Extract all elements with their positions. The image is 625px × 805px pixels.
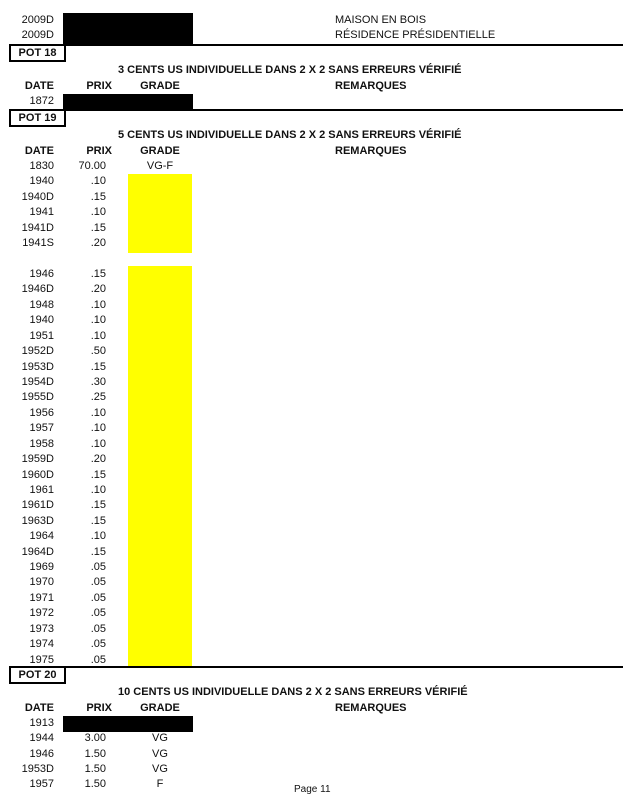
pot-label: POT 20	[9, 666, 66, 684]
header-date: DATE	[24, 80, 54, 92]
date-cell: 1940D	[21, 190, 54, 203]
date-cell: 1957	[29, 422, 54, 435]
date-cell: 1958	[29, 437, 54, 450]
redaction-block	[63, 94, 193, 109]
date-cell: 1964D	[21, 545, 54, 558]
date-cell: 1973	[29, 622, 54, 635]
grade-cell: VG	[152, 747, 168, 760]
date-cell: 1941	[29, 206, 54, 219]
page-number: Page 11	[294, 784, 331, 795]
date-cell: 1961D	[21, 499, 54, 512]
prix-cell: .20	[90, 453, 106, 465]
section-divider	[10, 44, 623, 46]
prix-cell: .15	[90, 499, 106, 512]
date-cell: 1960D	[21, 468, 54, 481]
date-cell: 1956	[29, 406, 54, 419]
header-prix: PRIX	[86, 80, 112, 92]
prix-cell: .15	[90, 545, 106, 558]
prix-cell: .15	[90, 268, 106, 280]
prix-cell: .10	[90, 329, 106, 342]
date-cell: 1913	[29, 717, 54, 729]
prix-cell: .05	[90, 591, 106, 604]
prix-cell: 70.00	[78, 160, 106, 172]
prix-cell: .05	[90, 653, 106, 666]
date-cell: 1961	[29, 483, 54, 496]
date-cell: 1941D	[21, 221, 54, 234]
prix-cell: .15	[90, 514, 106, 527]
prix-cell: .20	[90, 283, 106, 296]
grade-cell: VG-F	[146, 160, 174, 172]
prix-cell: .10	[90, 406, 106, 419]
prix-cell: .15	[90, 221, 106, 234]
date-cell: 1944	[29, 732, 54, 745]
header-remarks: REMARQUES	[335, 145, 407, 157]
date-cell: 1963D	[21, 514, 54, 527]
highlight-block	[128, 174, 192, 253]
date-cell: 1970	[29, 576, 54, 589]
prix-cell: .05	[90, 638, 106, 651]
remark-cell: MAISON EN BOIS	[335, 14, 427, 26]
date-cell: 2009D	[21, 14, 54, 26]
remark-cell: RÉSIDENCE PRÉSIDENTIELLE	[335, 29, 496, 41]
grade-cell: F	[156, 778, 164, 791]
pot-label: POT 18	[9, 44, 66, 62]
date-cell: 1969	[29, 561, 54, 573]
prix-cell: .05	[90, 622, 106, 635]
prix-cell: .05	[90, 607, 106, 620]
header-date: DATE	[24, 702, 54, 714]
date-cell: 1948	[29, 298, 54, 311]
redaction-block	[63, 716, 193, 732]
date-cell: 1952D	[21, 345, 54, 358]
date-cell: 1971	[29, 591, 54, 604]
prix-cell: 1.50	[84, 778, 106, 791]
date-cell: 1957	[29, 778, 54, 791]
pot-label: POT 19	[9, 109, 66, 127]
prix-cell: .10	[90, 483, 106, 496]
prix-cell: 1.50	[84, 747, 106, 760]
date-cell: 1959D	[21, 453, 54, 465]
prix-cell: 3.00	[84, 732, 106, 745]
date-cell: 1946	[29, 268, 54, 280]
section-title: 10 CENTS US INDIVIDUELLE DANS 2 X 2 SANS ERREURS VÉRIFIÉ	[118, 686, 468, 698]
prix-cell: .10	[90, 422, 106, 435]
date-cell: 1964	[29, 530, 54, 543]
date-cell: 1940	[29, 314, 54, 327]
section-divider	[10, 109, 623, 111]
header-grade: GRADE	[140, 80, 180, 92]
prix-cell: .10	[90, 298, 106, 311]
header-grade: GRADE	[140, 702, 180, 714]
prix-cell: 1.50	[84, 762, 106, 775]
redaction-block	[63, 13, 193, 44]
grade-cell: VG	[152, 762, 168, 775]
prix-cell: .05	[90, 561, 106, 573]
prix-cell: .25	[90, 391, 106, 404]
prix-cell: .10	[90, 530, 106, 543]
header-remarks: REMARQUES	[335, 80, 407, 92]
section-divider	[10, 666, 623, 668]
header-remarks: REMARQUES	[335, 702, 407, 714]
date-cell: 1953D	[21, 360, 54, 373]
prix-cell: .20	[90, 237, 106, 250]
header-date: DATE	[24, 145, 54, 157]
header-grade: GRADE	[140, 145, 180, 157]
date-cell: 1830	[29, 160, 54, 172]
date-cell: 1946	[29, 747, 54, 760]
date-cell: 1953D	[21, 762, 54, 775]
date-cell: 2009D	[21, 29, 54, 41]
date-cell: 1955D	[21, 391, 54, 404]
prix-cell: .10	[90, 206, 106, 219]
prix-cell: .10	[90, 314, 106, 327]
prix-cell: .05	[90, 576, 106, 589]
prix-cell: .15	[90, 468, 106, 481]
date-cell: 1974	[29, 638, 54, 651]
date-cell: 1872	[29, 95, 54, 107]
highlight-block	[128, 266, 192, 667]
prix-cell: .30	[90, 375, 106, 388]
prix-cell: .10	[90, 175, 106, 188]
header-prix: PRIX	[86, 702, 112, 714]
prix-cell: .15	[90, 190, 106, 203]
section-title: 5 CENTS US INDIVIDUELLE DANS 2 X 2 SANS ERREURS VÉRIFIÉ	[118, 129, 462, 141]
prix-cell: .50	[90, 345, 106, 358]
section-title: 3 CENTS US INDIVIDUELLE DANS 2 X 2 SANS ERREURS VÉRIFIÉ	[118, 64, 462, 76]
grade-cell: VG	[152, 732, 168, 745]
date-cell: 1946D	[21, 283, 54, 296]
prix-cell: .15	[90, 360, 106, 373]
header-prix: PRIX	[86, 145, 112, 157]
prix-cell: .10	[90, 437, 106, 450]
date-cell: 1975	[29, 653, 54, 666]
date-cell: 1941S	[22, 237, 54, 250]
date-cell: 1951	[29, 329, 54, 342]
date-cell: 1940	[29, 175, 54, 188]
date-cell: 1972	[29, 607, 54, 620]
date-cell: 1954D	[21, 375, 54, 388]
